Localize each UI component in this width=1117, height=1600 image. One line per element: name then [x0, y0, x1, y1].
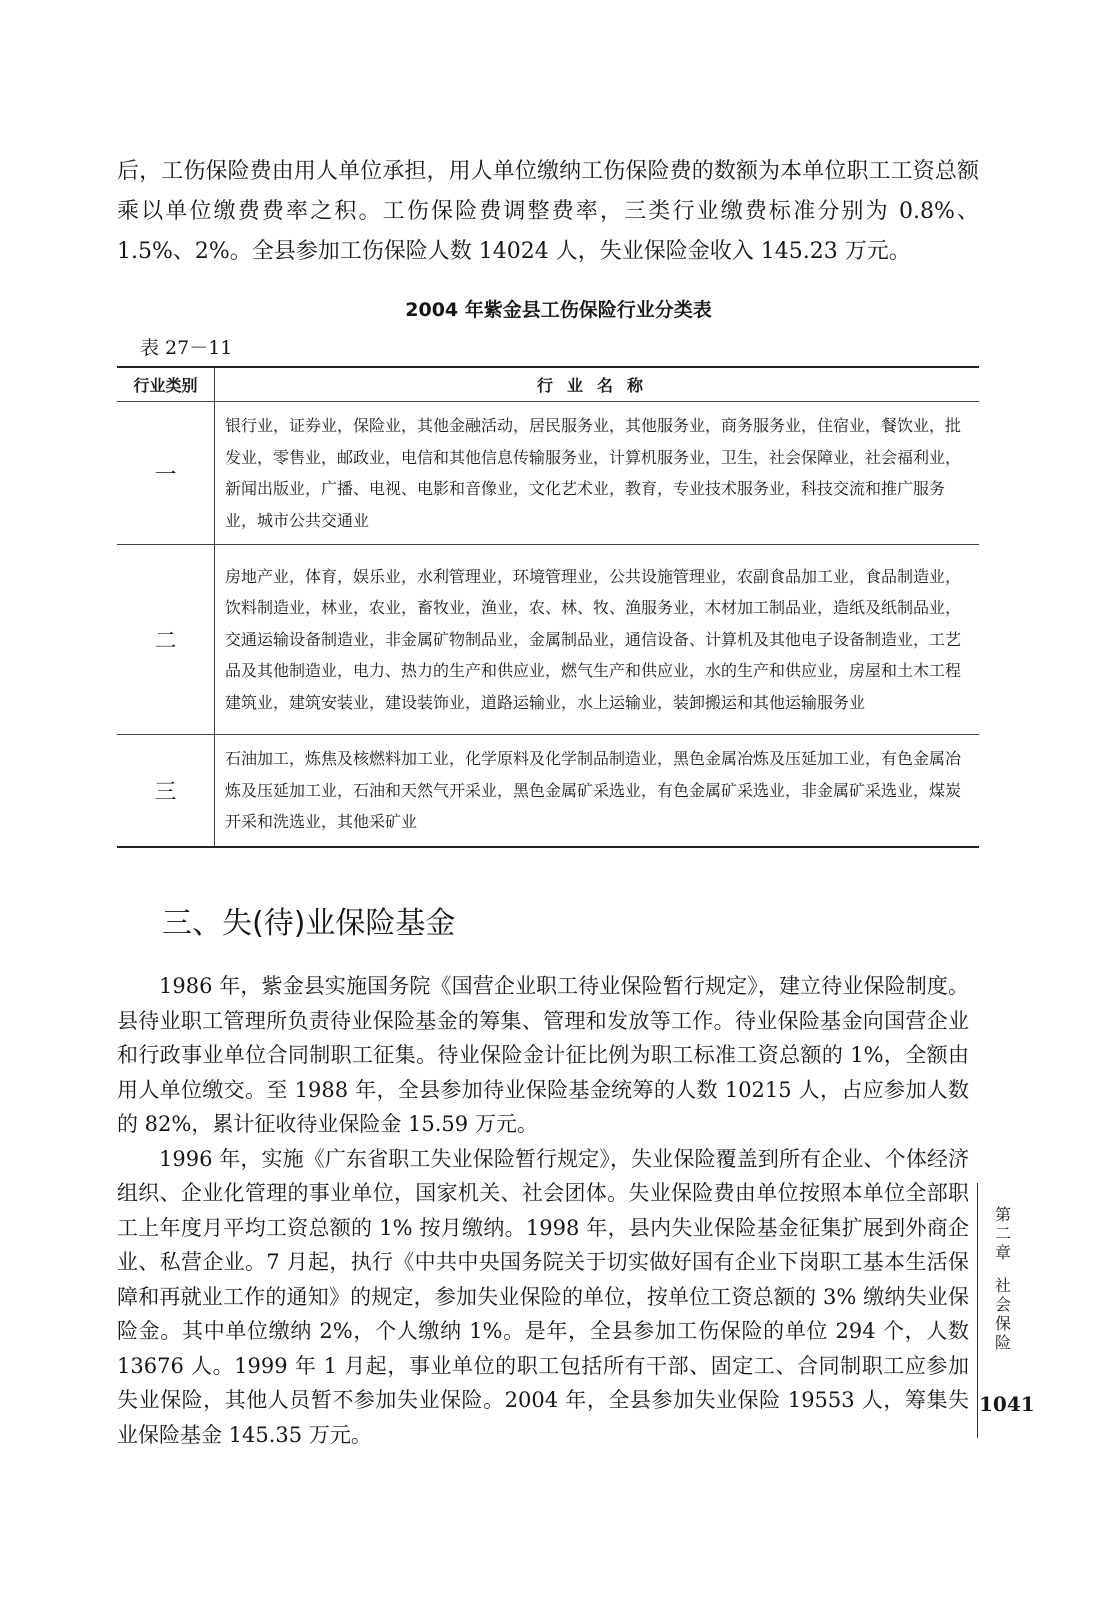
table-number: 表 27－11 [140, 337, 233, 359]
subject-char: 会 [994, 1295, 1011, 1314]
row-industries: 房地产业，体育，娱乐业，水利管理业，环境管理业，公共设施管理业，农副食品加工业，食品制造业，饮料制造业，林业，农业，畜牧业，渔业，农、林、牧、渔服务业，木材加工制品业，造纸及纸制品业，交通运输设备制造业，非金属矿物制品业，金属制品业，通信设备、计算机及其他电子设备制造业，工艺品及其他制造业，电力、热力的生产和供应业，燃气生产和供应业，水的生产和供应业，房屋和土木工程建筑业，建筑安装业，建设装饰业，道路运输业，水上运输业，装卸搬运和其他运输服务业 [215, 545, 980, 735]
section-heading: 三、失(待)业保险基金 [162, 906, 456, 941]
table-row [117, 402, 979, 545]
chapter-marker [993, 1205, 1013, 1352]
row-category: 三 [117, 735, 215, 847]
subject-char: 险 [994, 1333, 1011, 1352]
page-number: 1041 [979, 1392, 1035, 1416]
paragraph-1986: 1986 年，紫金县实施国务院《国营企业职工待业保险暂行规定》，建立待业保险制度。县待业职工管理所负责待业保险基金的筹集、管理和发放等工作。待业保险基金向国营企业和行政事业单位合同制职工征集。待业保险金计征比例为职工标准工资总额的 1%，全额由用人单位缴交。至 1988 年，全县参加待业保险基金统筹的人数 10215 人，占应参加人数的 82%，累计征收待业保险金 15.59 万元。 [117, 974, 969, 1136]
paragraph-1996: 1996 年，实施《广东省职工失业保险暂行规定》，失业保险覆盖到所有企业、个体经济组织、企业化管理的事业单位，国家机关、社会团体。失业保险费由单位按照本单位全部职工上年度月平均工资总额的 1% 按月缴纳。1998 年，县内失业保险基金征集扩展到外商企业、私营企业。7 月起，执行《中共中央国务院关于切实做好国有企业下岗职工基本生活保障和再就业工作的通知》的规定，参加失业保险的单位，按单位工资总额的 3% 缴纳失业保险金。其中单位缴纳 2%，个人缴纳 1%。是年，全县参加工伤保险的单位 294 个，人数 13676 人。1999 年 1 月起，事业单位的职工包括所有干部、固定工、合同制职工应参加失业保险，其他人员暂不参加失业保险。2004 年，全县参加失业保险 19553 人，筹集失业保险基金 145.35 万元。 [117, 1146, 969, 1447]
chapter-char: 二 [994, 1224, 1011, 1243]
row-category: 一 [117, 402, 215, 545]
subject-char: 社 [994, 1276, 1011, 1295]
header-category: 行业类别 [117, 367, 215, 402]
header-industry-name: 行业名称 [215, 367, 980, 402]
chapter-char: 第 [994, 1205, 1011, 1224]
intro-paragraph: 后，工伤保险费由用人单位承担，用人单位缴纳工伤保险费的数额为本单位职工工资总额乘以单位缴费费率之积。工伤保险费调整费率，三类行业缴费标准分别为 0.8%、1.5%、2%。全县参加工伤保险人数 14024 人，失业保险金收入 145.23 万元。 [117, 159, 979, 264]
row-category: 二 [117, 545, 215, 735]
chapter-char: 章 [994, 1243, 1011, 1262]
table-row [117, 545, 979, 735]
table-header-row [117, 367, 979, 402]
margin-divider [977, 1183, 978, 1438]
row-industries: 银行业，证券业，保险业，其他金融活动，居民服务业，其他服务业，商务服务业，住宿业，餐饮业，批发业，零售业，邮政业，电信和其他信息传输服务业，计算机服务业，卫生，社会保障业，社会福利业，新闻出版业，广播、电视、电影和音像业，文化艺术业，教育，专业技术服务业，科技交流和推广服务业，城市公共交通业 [215, 402, 980, 545]
chapter-gap [993, 1262, 1013, 1276]
industry-classification-table [117, 366, 979, 848]
body-text [117, 969, 969, 1452]
subject-char: 保 [994, 1314, 1011, 1333]
table-row [117, 735, 979, 847]
row-industries: 石油加工，炼焦及核燃料加工业，化学原料及化学制品制造业，黑色金属冶炼及压延加工业，有色金属冶炼及压延加工业，石油和天然气开采业，黑色金属矿采选业，有色金属矿采选业，非金属矿采选业，煤炭开采和洗选业，其他采矿业 [215, 735, 980, 847]
table-title: 2004 年紫金县工伤保险行业分类表 [405, 299, 712, 321]
